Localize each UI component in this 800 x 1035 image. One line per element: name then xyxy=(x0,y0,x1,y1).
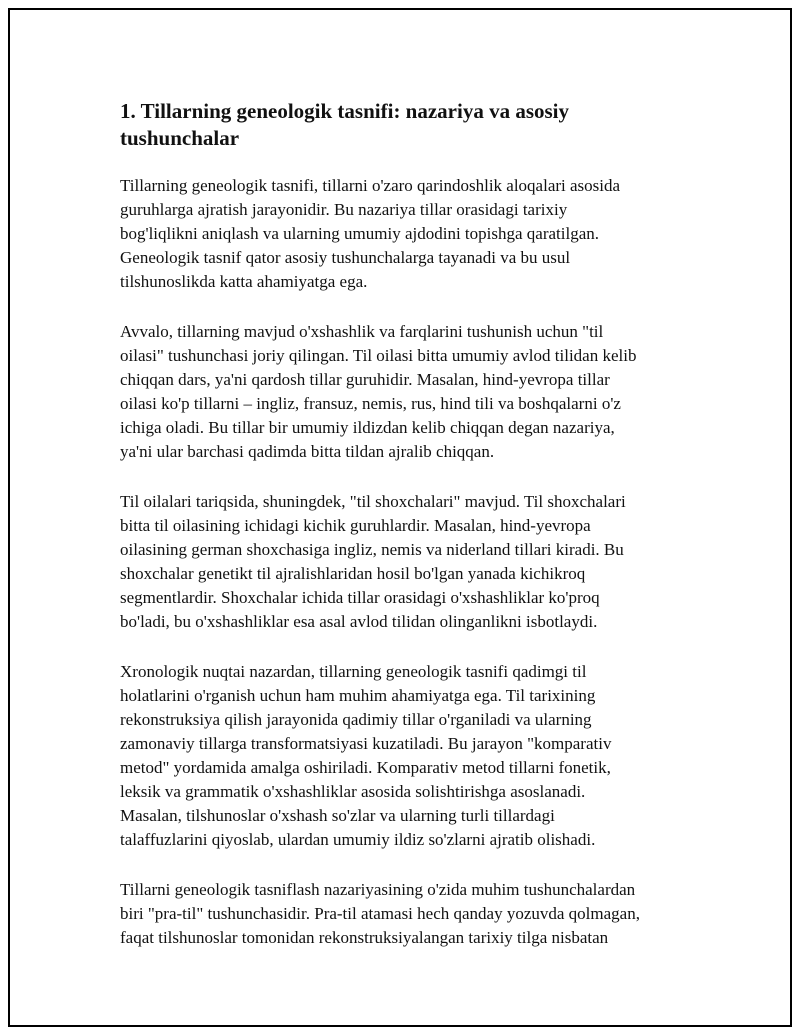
paragraph-2: Avvalo, tillarning mavjud o'xshashlik va farqlarini tushunish uchun "til oilasi" tushunchasi joriy qilingan. Til oilasi bitta umumiy avlod tilidan kelib chiqqan dars, ya'ni qardosh tillar guruhidir. Masalan, hind-yevropa tillar oilasi ko'p tillarni – ingliz, fransuz, nemis, rus, hind tili va boshqalarni o'z ichiga oladi. Bu tillar bir umumiy ildizdan kelib chiqqan degan nazariya, ya'ni ular barchasi qadimda bitta tildan ajralib chiqqan. xyxy=(120,322,637,461)
section-heading: 1. Tillarning geneologik tasnifi: nazariya va asosiy tushunchalar xyxy=(120,99,570,150)
paragraph-5: Tillarni geneologik tasniflash nazariyasining o'zida muhim tushunchalardan biri "pra-til" tushunchasidir. Pra-til atamasi hech qanday yozuvda qolmagan, faqat tilshunoslar tomonidan rekonstruksiyalangan tarixiy tilga nisbatan xyxy=(120,880,640,947)
page-frame xyxy=(8,8,792,1027)
paragraph-1: Tillarning geneologik tasnifi, tillarni o'zaro qarindoshlik aloqalari asosida guruhlarga ajratish jarayonidir. Bu nazariya tillar orasidagi tarixiy bog'liqlikni aniqlash va ularning umumiy ajdodini topishga qaratilgan. Geneologik tasnif qator asosiy tushunchalarga tayanadi va bu usul tilshunoslikda katta ahamiyatga ega. xyxy=(120,176,621,291)
paragraph-4: Xronologik nuqtai nazardan, tillarning geneologik tasnifi qadimgi til holatlarini o'rganish uchun ham muhim ahamiyatga ega. Til tarixining rekonstruksiya qilish jarayonida qadimiy tillar o'rganiladi va ularning zamonaviy tillarga transformatsiyasi kuzatiladi. Bu jarayon "komparativ metod" yordamida amalga oshiriladi. Komparativ metod tillarni fonetik, leksik va grammatik o'xshashliklar asosida solishtirishga asoslanadi. Masalan, tilshunoslar o'xshash so'zlar va ularning turli tillardagi talaffuzlarini qiyoslab, ulardan umumiy ildiz so'zlarni ajratib olishadi. xyxy=(120,662,612,849)
paragraph-3: Til oilalari tariqsida, shuningdek, "til shoxchalari" mavjud. Til shoxchalari bitta til oilasining ichidagi kichik guruhlardir. Masalan, hind-yevropa oilasining german shoxchasiga ingliz, nemis va niderland tillari kiradi. Bu shoxchalar genetikt til ajralishlaridan hosil bo'lgan yanada kichikroq segmentlardir. Shoxchalar ichida tillar orasidagi o'xshashliklar ko'proq bo'ladi, bu o'xshashliklar esa asal avlod tilidan olinganlikni isbotlaydi. xyxy=(120,492,626,631)
document-body xyxy=(120,98,700,976)
